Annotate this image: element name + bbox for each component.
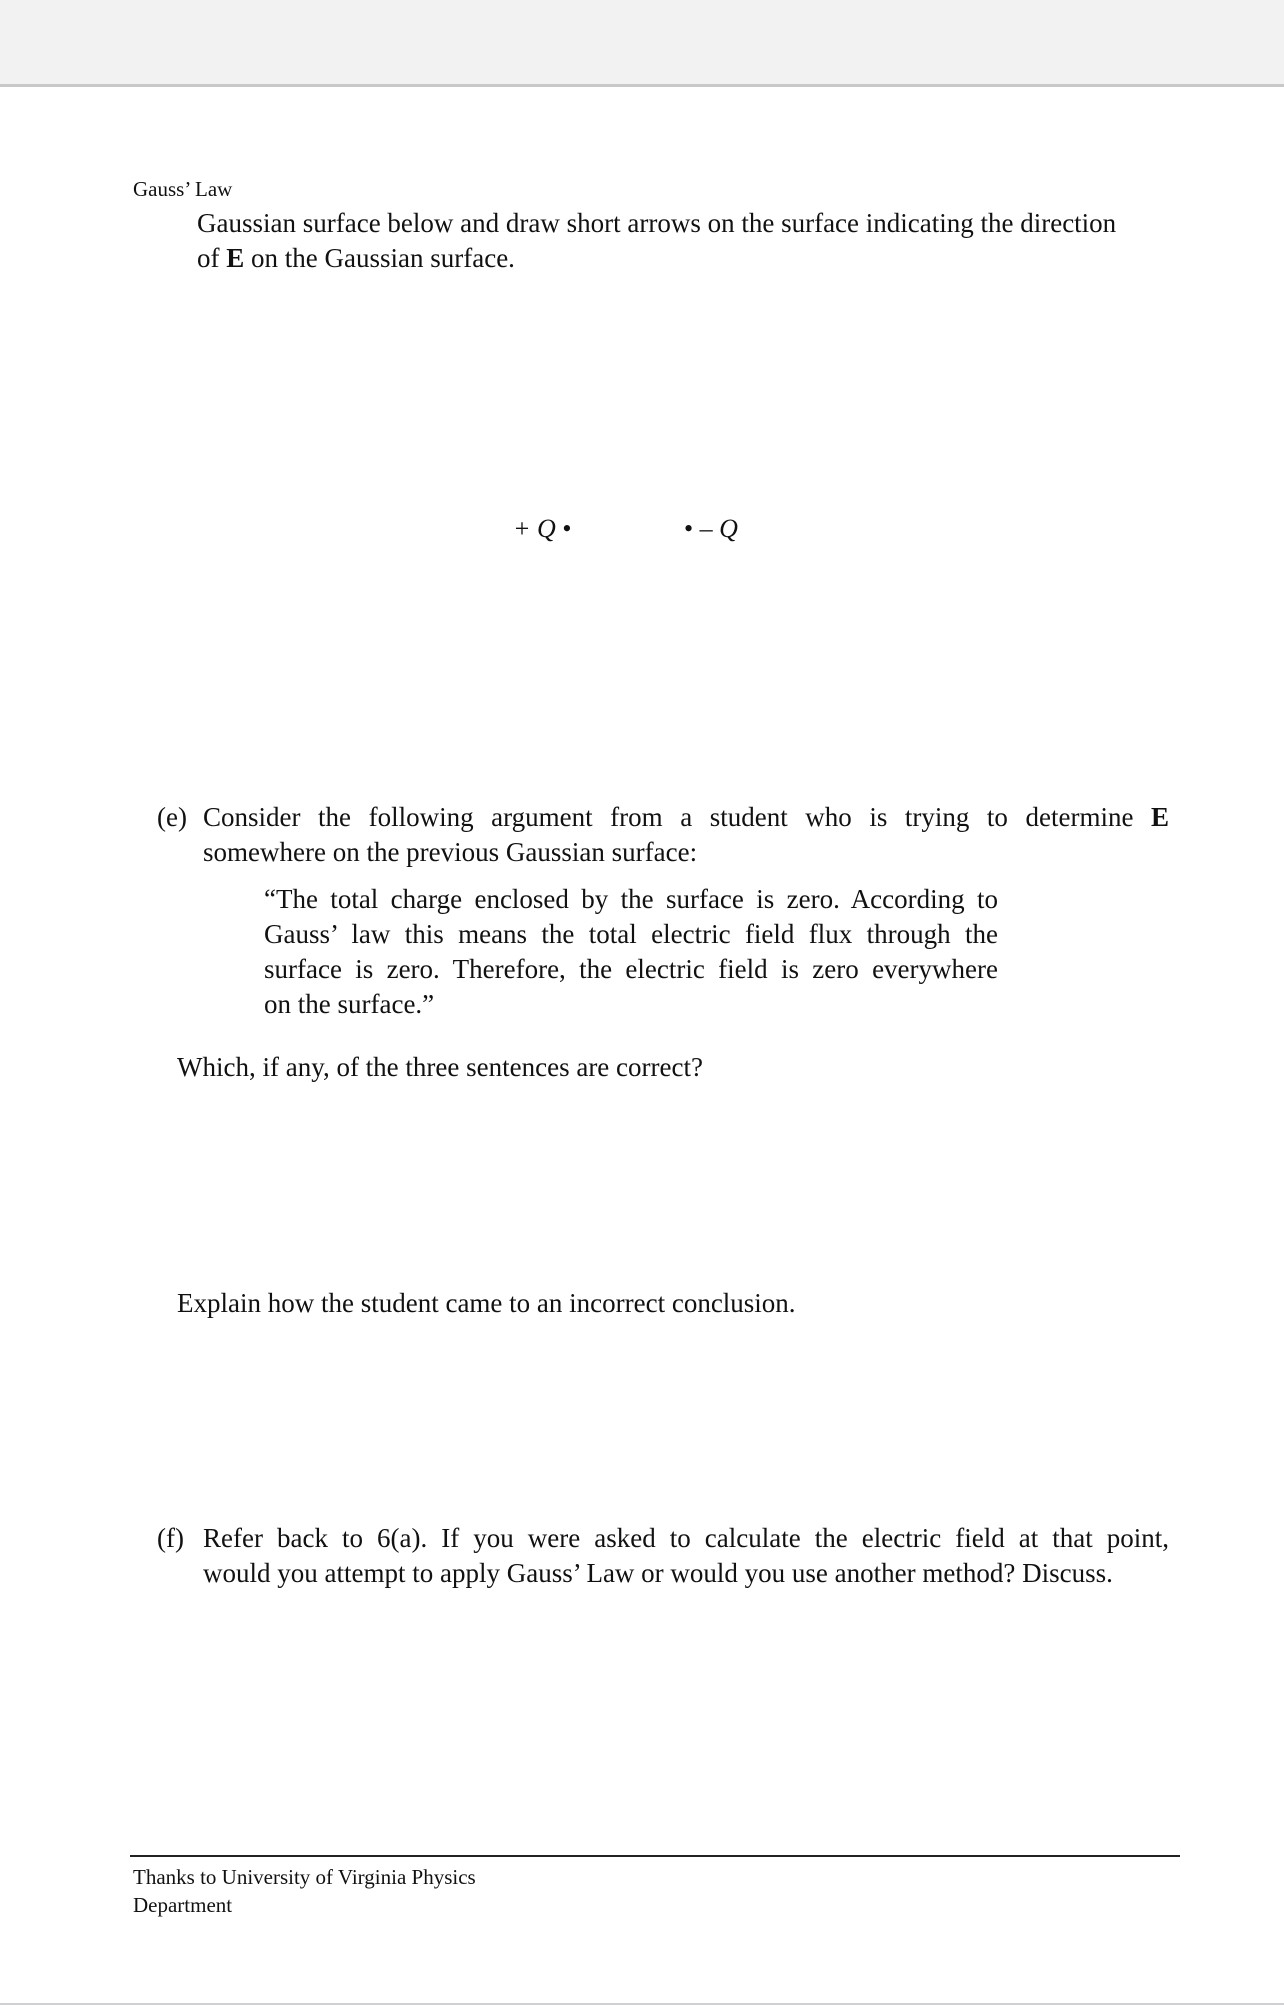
positive-charge <box>513 514 571 544</box>
part-f-line-2: would you attempt to apply Gauss’ Law or would you use another method? Discuss. <box>203 1558 1113 1588</box>
intro-paragraph <box>197 206 1116 276</box>
page-header: Gauss’ Law <box>133 177 233 201</box>
footer-line-1: Thanks to University of Virginia Physics <box>133 1865 476 1889</box>
footer-line-2: Department <box>133 1893 233 1917</box>
part-e-label: (e) <box>157 802 187 832</box>
negative-charge-label: – Q <box>699 514 738 543</box>
quote-line: “The total charge enclosed by the surface is zero. According to <box>264 884 998 914</box>
positive-charge-label: + Q <box>513 514 556 543</box>
negative-charge <box>684 514 738 544</box>
viewer-bottom-edge <box>0 2003 1284 2005</box>
part-e-field-symbol: E <box>1151 802 1170 832</box>
quote-line: on the surface.” <box>264 989 435 1019</box>
part-f-label: (f) <box>157 1523 184 1553</box>
quote-line: surface is zero. Therefore, the electric field is zero everywhere <box>264 954 998 984</box>
quote-line: Gauss’ law this means the total electric field flux through the <box>264 919 998 949</box>
question-explain: Explain how the student came to an incorrect conclusion. <box>177 1288 796 1318</box>
footer-credit <box>133 1863 476 1919</box>
footer-divider <box>130 1855 1180 1857</box>
part-e-line-1-text: Consider the following argument from a student who is trying to determine <box>203 802 1134 832</box>
document-page <box>0 87 1284 2003</box>
negative-charge-dot: • <box>684 514 694 543</box>
intro-line-2-suffix: on the Gaussian surface. <box>244 243 515 273</box>
question-which-correct: Which, if any, of the three sentences are correct? <box>177 1052 703 1082</box>
viewer-top-bar <box>0 0 1284 87</box>
electric-field-symbol: E <box>226 243 245 273</box>
part-f-line-1: Refer back to 6(a). If you were asked to calculate the electric field at that point, <box>203 1523 1169 1553</box>
intro-line-2-prefix: of <box>197 243 227 273</box>
student-argument-quote <box>264 882 998 1022</box>
part-e-line-1 <box>203 800 1169 835</box>
intro-line-1: Gaussian surface below and draw short arrows on the surface indicating the direction <box>197 208 1117 238</box>
positive-charge-dot: • <box>562 514 572 543</box>
part-e-line-2: somewhere on the previous Gaussian surface: <box>203 837 698 867</box>
